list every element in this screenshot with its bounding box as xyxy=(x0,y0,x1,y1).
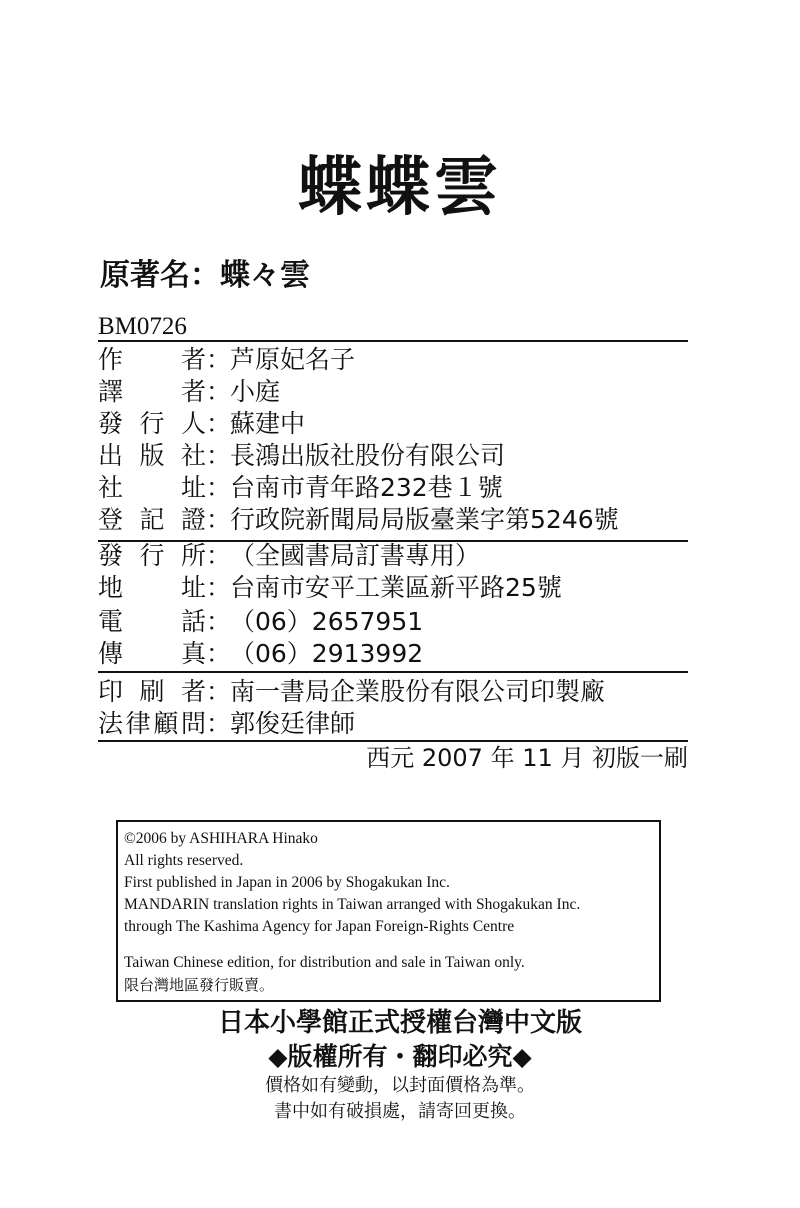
credit-row-translator xyxy=(98,374,280,410)
divider-printing-top xyxy=(98,671,688,673)
copyright-line: First published in Japan in 2006 by Shogakukan Inc. xyxy=(124,874,450,891)
separator: ： xyxy=(206,441,232,470)
separator: ： xyxy=(206,607,232,636)
credit-label: 出版社 xyxy=(98,441,206,470)
separator: ： xyxy=(206,473,232,502)
credit-row-publisher-person xyxy=(98,406,305,442)
separator: ： xyxy=(206,639,232,668)
credit-value: 蘇建中 xyxy=(230,409,306,438)
credit-label: 譯者 xyxy=(98,377,206,406)
dist-value: （06）2657951 xyxy=(230,607,424,636)
credit-label: 作者 xyxy=(98,345,206,374)
edition-date: 西元 2007 年 11 月 初版一刷 xyxy=(366,744,688,772)
print-label: 印刷者 xyxy=(98,677,206,706)
dist-value: 台南市安平工業區新平路25號 xyxy=(230,573,562,602)
credit-value: 行政院新聞局局版臺業字第5246號 xyxy=(230,505,619,534)
dist-value: （06）2913992 xyxy=(230,639,424,668)
credit-row-publisher xyxy=(98,438,505,474)
print-row-printer xyxy=(98,674,605,710)
credit-row-author xyxy=(98,342,355,378)
separator: ： xyxy=(206,541,232,570)
copyright-line: ©2006 by ASHIHARA Hinako xyxy=(124,830,318,847)
copyright-box xyxy=(116,820,661,1002)
dist-row-fax xyxy=(98,636,423,672)
copyright-line: through The Kashima Agency for Japan Foreign-Rights Centre xyxy=(124,918,515,935)
credit-row-registration xyxy=(98,502,619,538)
copyright-line: MANDARIN translation rights in Taiwan arranged with Shogakukan Inc. xyxy=(124,896,581,913)
separator: ： xyxy=(206,677,232,706)
credit-value: 小庭 xyxy=(230,377,281,406)
authorization-statement: 日本小學館正式授權台灣中文版 xyxy=(217,1008,582,1038)
original-title: 原著名：蝶々雲 xyxy=(100,258,310,293)
print-label: 法律顧問 xyxy=(98,709,206,738)
separator: ： xyxy=(206,409,232,438)
dist-label: 發行所 xyxy=(98,541,206,570)
dist-label: 地址 xyxy=(98,573,206,602)
all-rights-reserved: ◆版權所有・翻印必究◆ xyxy=(268,1042,532,1071)
separator: ： xyxy=(206,505,232,534)
damage-notice: 書中如有破損處，請寄回更換。 xyxy=(274,1101,526,1122)
dist-row-phone xyxy=(98,604,423,640)
credit-value: 芦原妃名子 xyxy=(230,345,356,374)
book-title: 蝶蝶雲 xyxy=(298,151,502,225)
credit-label: 社址 xyxy=(98,473,206,502)
dist-value: （全國書局訂書專用） xyxy=(230,541,481,570)
copyright-line: 限台灣地區發行販賣。 xyxy=(124,976,275,994)
copyright-line: All rights reserved. xyxy=(124,852,244,869)
price-notice: 價格如有變動，以封面價格為準。 xyxy=(265,1075,535,1096)
separator: ： xyxy=(206,709,232,738)
copyright-gap xyxy=(124,938,651,952)
credit-row-address xyxy=(98,470,503,506)
dist-row-office xyxy=(98,538,480,574)
separator: ： xyxy=(206,573,232,602)
print-row-legal xyxy=(98,706,355,742)
book-code: BM0726 xyxy=(98,313,187,340)
dist-label: 電話 xyxy=(98,607,206,636)
credit-value: 台南市青年路232巷１號 xyxy=(230,473,503,502)
credit-label: 發行人 xyxy=(98,409,206,438)
print-value: 郭俊廷律師 xyxy=(230,709,356,738)
copyright-line: Taiwan Chinese edition, for distribution and sale in Taiwan only. xyxy=(124,954,525,971)
separator: ： xyxy=(206,377,232,406)
dist-label: 傳真 xyxy=(98,639,206,668)
separator: ： xyxy=(206,345,232,374)
credit-label: 登記證 xyxy=(98,505,206,534)
print-value: 南一書局企業股份有限公司印製廠 xyxy=(230,677,606,706)
dist-row-address xyxy=(98,570,562,606)
credit-value: 長鴻出版社股份有限公司 xyxy=(230,441,506,470)
